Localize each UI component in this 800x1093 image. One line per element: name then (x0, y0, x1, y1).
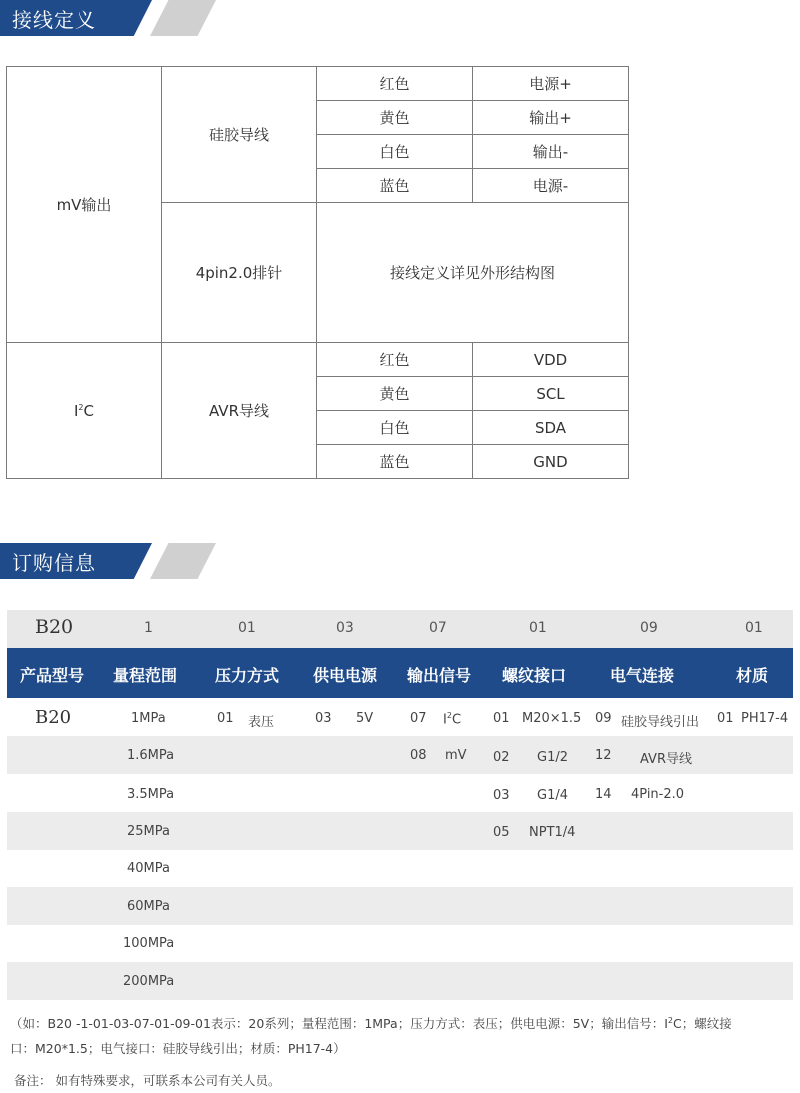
wire-color-cell: 红色 (317, 67, 473, 101)
remark-note: 备注： 如有特殊要求，可联系本公司有关人员。 (14, 1073, 281, 1088)
pin-header-cell: 4pin2.0排针 (162, 203, 317, 343)
wiring-section-title: 接线定义 (12, 8, 96, 32)
output-code: 07 (410, 711, 427, 726)
wire-signal-cell: 输出+ (473, 101, 629, 135)
wire-color-cell: 白色 (317, 135, 473, 169)
wire-signal-cell: GND (473, 445, 629, 479)
wiring-table (6, 66, 629, 479)
table-row (7, 850, 793, 888)
wire-signal-cell: 电源- (473, 169, 629, 203)
range-value: 40MPa (127, 861, 170, 876)
range-value: 3.5MPa (127, 787, 175, 802)
table-row (7, 812, 793, 850)
example-note-line2: 口：M20*1.5；电气接口：硅胶导线引出；材质：PH17-4） (10, 1041, 346, 1056)
i2c-cell: $I^2C$ (7, 343, 162, 479)
wire-color-cell: 白色 (317, 411, 473, 445)
output-code: 08 (410, 748, 427, 763)
header-range: 量程范围 (113, 666, 178, 685)
silicone-wire-cell: 硅胶导线 (162, 67, 317, 203)
ordering-section-title: 订购信息 (12, 551, 96, 575)
range-value: 100MPa (123, 936, 175, 951)
wire-signal-cell: 输出- (473, 135, 629, 169)
mv-output-cell: mV输出 (7, 67, 162, 343)
thread-label: M20×1.5 (522, 711, 582, 726)
thread-label: G1/2 (537, 750, 568, 765)
model-value: B20 (35, 707, 72, 728)
table-row (7, 925, 793, 963)
wiring-section-banner (0, 0, 230, 36)
range-value: 200MPa (123, 974, 175, 989)
range-value: 1MPa (131, 711, 166, 726)
thread-code: 02 (493, 750, 510, 765)
material-label: PH17-4 (741, 711, 789, 726)
wire-color-cell: 蓝色 (317, 445, 473, 479)
example-code: 01 (238, 620, 256, 636)
banner-gray-shape (150, 543, 216, 579)
wire-color-cell: 黄色 (317, 377, 473, 411)
table-row (7, 698, 793, 736)
thread-label: NPT1/4 (529, 825, 576, 840)
example-code: 03 (336, 620, 354, 636)
electrical-code: 14 (595, 787, 612, 802)
pin-note-cell: 接线定义详见外形结构图 (317, 203, 629, 343)
example-code: 09 (640, 620, 658, 636)
wire-color-cell: 红色 (317, 343, 473, 377)
header-model: 产品型号 (20, 666, 85, 685)
electrical-code: 09 (595, 711, 612, 726)
electrical-code: 12 (595, 748, 612, 763)
example-code: 01 (745, 620, 763, 636)
power-code: 03 (315, 711, 332, 726)
header-material: 材质 (736, 666, 769, 685)
range-value: 1.6MPa (127, 748, 175, 763)
pressure-label: 表压 (248, 715, 275, 730)
header-pressure: 压力方式 (215, 666, 280, 685)
material-code: 01 (717, 711, 734, 726)
electrical-label: 4Pin-2.0 (631, 787, 685, 802)
table-row (7, 962, 793, 1000)
range-value: 60MPa (127, 899, 170, 914)
table-row (7, 774, 793, 812)
banner-gray-shape (150, 0, 216, 36)
wire-signal-cell: SDA (473, 411, 629, 445)
wire-signal-cell: SCL (473, 377, 629, 411)
example-note-line1: （如：B20 -1-01-03-07-01-09-01表示：20系列；量程范围：1MPa；压力方式：表压；供电电源：5V；输出信号：$I^2C$；螺纹接 (10, 1015, 732, 1031)
pressure-code: 01 (217, 711, 234, 726)
electrical-label: AVR导线 (640, 752, 692, 767)
header-electrical: 电气连接 (610, 666, 675, 685)
header-output: 输出信号 (407, 666, 472, 685)
example-code: 01 (529, 620, 547, 636)
table-row (7, 736, 793, 774)
header-thread: 螺纹接口 (502, 666, 567, 685)
range-value: 25MPa (127, 824, 170, 839)
order-header-bar (7, 648, 793, 698)
output-label: mV (445, 748, 467, 763)
wire-signal-cell: 电源+ (473, 67, 629, 101)
thread-code: 01 (493, 711, 510, 726)
electrical-label: 硅胶导线引出 (621, 715, 700, 730)
power-label: 5V (356, 711, 374, 726)
wire-color-cell: 黄色 (317, 101, 473, 135)
example-code: B20 (35, 616, 74, 638)
thread-code: 03 (493, 788, 510, 803)
ordering-section-banner (0, 543, 230, 579)
example-code: 07 (429, 620, 447, 636)
table-row (7, 887, 793, 925)
example-code: 1 (144, 620, 153, 636)
avr-wire-cell: AVR导线 (162, 343, 317, 479)
thread-label: G1/4 (537, 788, 568, 803)
thread-code: 05 (493, 825, 510, 840)
wire-signal-cell: VDD (473, 343, 629, 377)
header-power: 供电电源 (313, 666, 378, 685)
wire-color-cell: 蓝色 (317, 169, 473, 203)
output-label: $I^2C$ (443, 711, 462, 728)
order-example-code-row (7, 610, 793, 648)
